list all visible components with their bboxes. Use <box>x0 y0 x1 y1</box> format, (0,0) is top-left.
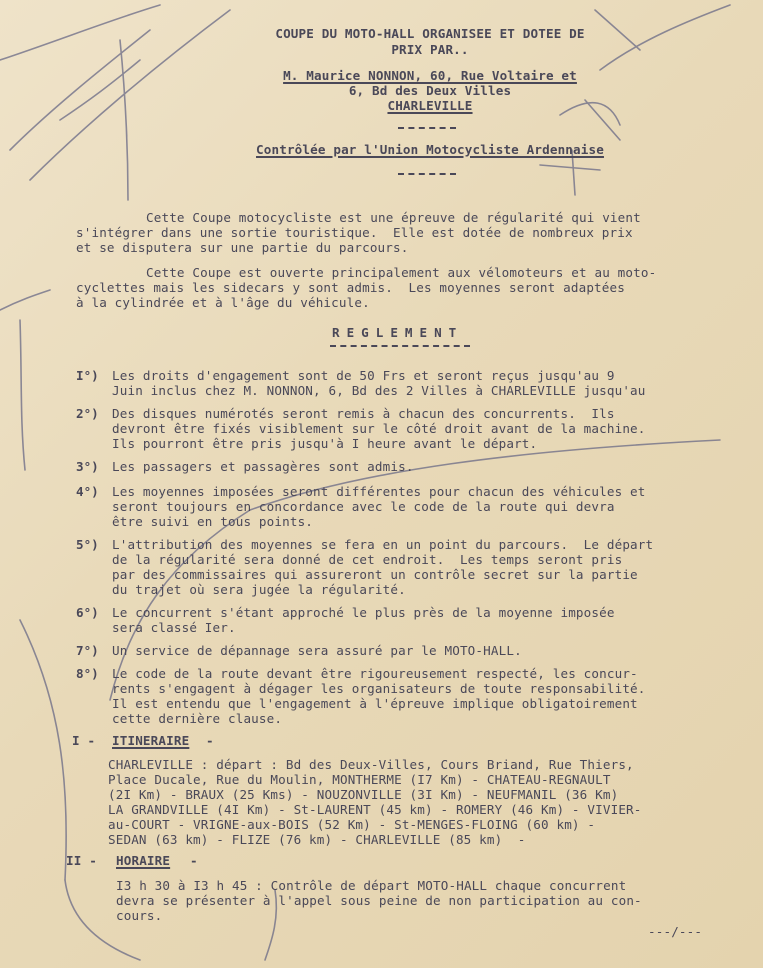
intro-p1-line-1: Cette Coupe motocycliste est une épreuve de régularité qui vient <box>146 210 641 225</box>
itineraire-line-5: au-COURT - VRIGNE-aux-BOIS (52 Km) - St-MENGES-FLOING (60 km) - <box>108 817 596 832</box>
rule-6-number: 6°) <box>76 605 99 620</box>
rule-8-number: 8°) <box>76 666 99 681</box>
intro-p1-line-3: et se disputera sur une partie du parcours. <box>76 240 409 255</box>
rule-5-line-1: L'attribution des moyennes se fera en un point du parcours. Le départ <box>112 537 654 552</box>
itineraire-line-6: SEDAN (63 km) - FLIZE (76 km) - CHARLEVILLE (85 km) - <box>108 832 526 847</box>
itineraire-dash: - <box>206 733 214 748</box>
header-line-4: 6, Bd des Deux Villes <box>348 83 512 98</box>
rule-5-line-3: par des commissaires qui assureront un contrôle secret sur la partie <box>112 567 638 582</box>
rule-2-number: 2°) <box>76 406 99 421</box>
horaire-dash: - <box>190 853 198 868</box>
reglement-title: REGLEMENT <box>332 325 464 340</box>
separator-2 <box>398 173 456 175</box>
rule-6-line-1: Le concurrent s'étant approché le plus près de la moyenne imposée <box>112 605 615 620</box>
rule-4-number: 4°) <box>76 484 99 499</box>
rule-3-line-1: Les passagers et passagères sont admis. <box>112 459 414 474</box>
continued-mark: ---/--- <box>648 924 703 939</box>
reglement-underline <box>330 345 470 347</box>
rule-7-number: 7°) <box>76 643 99 658</box>
rule-5-line-4: du trajet où sera jugée la régularité. <box>112 582 406 597</box>
header-line-1: COUPE DU MOTO-HALL ORGANISEE ET DOTEE DE <box>275 26 585 41</box>
intro-p2-line-1: Cette Coupe est ouverte principalement aux vélomoteurs et au moto- <box>146 265 657 280</box>
itineraire-line-2: Place Ducale, Rue du Moulin, MONTHERME (I7 Km) - CHATEAU-REGNAULT <box>108 772 611 787</box>
rule-7-line-1: Un service de dépannage sera assuré par le MOTO-HALL. <box>112 643 522 658</box>
rule-5-number: 5°) <box>76 537 99 552</box>
horaire-number: II - <box>66 853 97 868</box>
separator-1 <box>398 127 456 129</box>
rule-6-line-2: sera classé Ier. <box>112 620 236 635</box>
rule-1-line-1: Les droits d'engagement sont de 50 Frs et seront reçus jusqu'au 9 <box>112 368 615 383</box>
rule-8-line-3: Il est entendu que l'engagement à l'épreuve implique obligatoirement <box>112 696 638 711</box>
rule-1-number: I°) <box>76 368 99 383</box>
horaire-label: HORAIRE <box>116 853 171 868</box>
header-line-3: M. Maurice NONNON, 60, Rue Voltaire et <box>283 68 577 83</box>
rule-2-line-3: Ils pourront être pris jusqu'à I heure avant le départ. <box>112 436 538 451</box>
intro-p2-line-2: cyclettes mais les sidecars y sont admis. Les moyennes seront adaptées <box>76 280 625 295</box>
rule-5-line-2: de la régularité sera donné de cet endroit. Les temps seront pris <box>112 552 623 567</box>
rule-2-line-1: Des disques numérotés seront remis à chacun des concurrents. Ils <box>112 406 615 421</box>
horaire-line-3: cours. <box>116 908 163 923</box>
horaire-line-1: I3 h 30 à I3 h 45 : Contrôle de départ MOTO-HALL chaque concurrent <box>116 878 627 893</box>
itineraire-line-3: (2I Km) - BRAUX (25 Kms) - NOUZONVILLE (3I Km) - NEUFMANIL (36 Km) <box>108 787 619 802</box>
controlled-by: Contrôlée par l'Union Motocycliste Ardennaise <box>256 142 604 157</box>
rule-4-line-1: Les moyennes imposées seront différentes pour chacun des véhicules et <box>112 484 646 499</box>
rule-4-line-3: être suivi en tous points. <box>112 514 314 529</box>
horaire-line-2: devra se présenter à l'appel sous peine de non participation au con- <box>116 893 642 908</box>
itineraire-line-1: CHARLEVILLE : départ : Bd des Deux-Villes, Cours Briand, Rue Thiers, <box>108 757 634 772</box>
rule-1-line-2: Juin inclus chez M. NONNON, 6, Bd des 2 Villes à CHARLEVILLE jusqu'au <box>112 383 646 398</box>
rule-4-line-2: seront toujours en concordance avec le code de la route qui devra <box>112 499 615 514</box>
rule-8-line-4: cette dernière clause. <box>112 711 283 726</box>
itineraire-label: ITINERAIRE <box>112 733 190 748</box>
intro-p2-line-3: à la cylindrée et à l'âge du véhicule. <box>76 295 370 310</box>
itineraire-line-4: LA GRANDVILLE (4I Km) - St-LAURENT (45 km) - ROMERY (46 Km) - VIVIER- <box>108 802 642 817</box>
header-city: CHARLEVILLE <box>387 98 473 113</box>
rule-2-line-2: devront être fixés visiblement sur le côté droit avant de la machine. <box>112 421 646 436</box>
intro-p1-line-2: s'intégrer dans une sortie touristique. Elle est dotée de nombreux prix <box>76 225 633 240</box>
rule-3-number: 3°) <box>76 459 99 474</box>
rule-8-line-1: Le code de la route devant être rigoureusement respecté, les concur- <box>112 666 638 681</box>
rule-8-line-2: rents s'engagent à dégager les organisateurs de toute responsabilité. <box>112 681 646 696</box>
header-line-2: PRIX PAR.. <box>391 42 469 57</box>
itineraire-number: I - <box>72 733 96 748</box>
